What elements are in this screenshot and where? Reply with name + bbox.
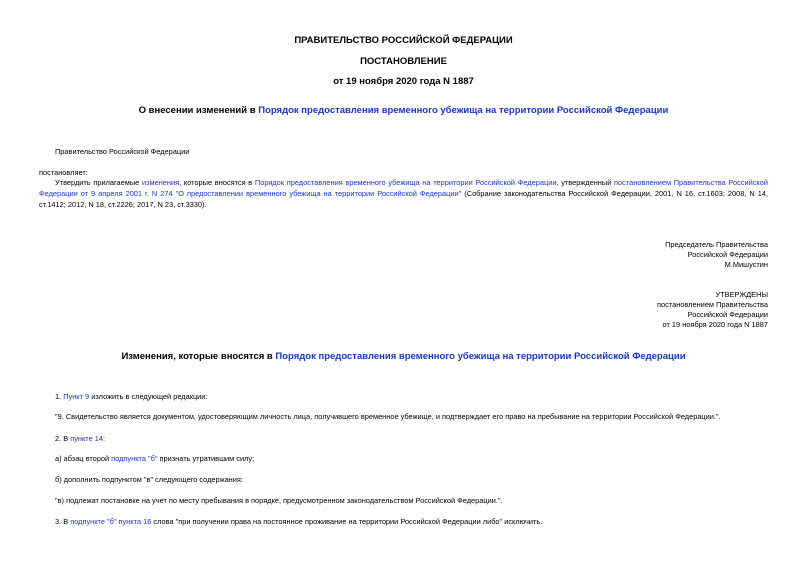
signature-line-1: Председатель Правительства: [665, 240, 768, 249]
changes-title-prefix: Изменения, которые вносятся в: [121, 351, 276, 362]
approved-line-2: постановлением Правительства: [657, 300, 768, 309]
p1-text-c: , утвержденный: [556, 178, 615, 187]
approved-line-4: от 19 ноября 2020 года N 1887: [662, 320, 768, 329]
p1-text-d: (Собрание законодательства Российской Федерации, 2001, N 16, ст.1603; 2008, N 14, ст.1412; 2012, N 18, ст.2226; 2017, N 23, ст.3330).: [39, 189, 769, 209]
item-3-link[interactable]: подпункте "б" пункта 16: [70, 517, 152, 526]
item-1-num: 1.: [55, 392, 64, 401]
item-1-quote: "9. Свидетельство является документом, удостоверяющим личность лица, получившего временное убежище, и подтверждает его право на пребывание на территории Российской Федерации.".: [55, 412, 721, 421]
changes-title-order-link[interactable]: Порядок предоставления временного убежища на территории Российской Федерации: [275, 351, 686, 362]
p1-text-b: , которые вносятся в: [179, 178, 255, 187]
approved-line-3: Российской Федерации: [687, 310, 768, 319]
approved-line-1: УТВЕРЖДЕНЫ: [715, 290, 768, 299]
signature-line-2: Российской Федерации: [687, 250, 768, 259]
item-3-text: слова "при получении права на постоянное проживание на территории Российской Федерации либо" исключить.: [151, 517, 543, 526]
item-2a: [55, 453, 254, 464]
item-2b-quote: "в) подлежат постановке на учет по месту пребывания в порядке, предусмотренном законодательством Российской Федерации.".: [55, 496, 503, 505]
item-2a-text-b: признать утратившим силу;: [157, 454, 255, 463]
item-2a-text-a: а) абзац второй: [55, 454, 112, 463]
item-2-text: :: [103, 434, 106, 443]
item-1-text: изложить в следующей редакции:: [89, 392, 208, 401]
subject-text: Правительство Российской Федерации: [55, 147, 190, 156]
resolution-274-link[interactable]: постановлением Правительства Российской Федерации от 9 апреля 2001 г. N 274 "О предоставлении временного убежища на территории Российской Федерации": [39, 178, 768, 198]
changes-title: [0, 351, 807, 362]
doc-type-heading: ПОСТАНОВЛЕНИЕ: [360, 56, 447, 67]
item-2b: б) дополнить подпунктом "в" следующего содержания:: [55, 475, 243, 484]
item-2a-link[interactable]: подпункта "б": [111, 454, 158, 463]
government-heading: ПРАВИТЕЛЬСТВО РОССИЙСКОЙ ФЕДЕРАЦИИ: [294, 35, 513, 46]
date-number-heading: от 19 ноября 2020 года N 1887: [333, 76, 474, 87]
item-1: [55, 391, 208, 402]
item-3-num: 3. В: [55, 517, 71, 526]
approval-paragraph: [39, 177, 768, 210]
document-title: [0, 105, 807, 116]
p1-text-a: Утвердить прилагаемые: [55, 178, 142, 187]
title-order-link[interactable]: Порядок предоставления временного убежища на территории Российской Федерации: [258, 105, 669, 116]
approved-block: [657, 290, 768, 330]
signature-line-3: М.Мишустин: [724, 260, 768, 269]
order-link[interactable]: Порядок предоставления временного убежища на территории Российской Федерации: [254, 178, 557, 187]
changes-link[interactable]: изменения: [141, 178, 180, 187]
item-1-link[interactable]: Пункт 9: [63, 392, 90, 401]
item-2-link[interactable]: пункте 14: [70, 434, 103, 443]
item-2-num: 2. В: [55, 434, 71, 443]
item-2: [55, 433, 105, 444]
decides-text: постановляет:: [39, 168, 88, 177]
item-3: [55, 516, 542, 527]
signature-block: [665, 240, 768, 270]
title-prefix: О внесении изменений в: [138, 105, 259, 116]
